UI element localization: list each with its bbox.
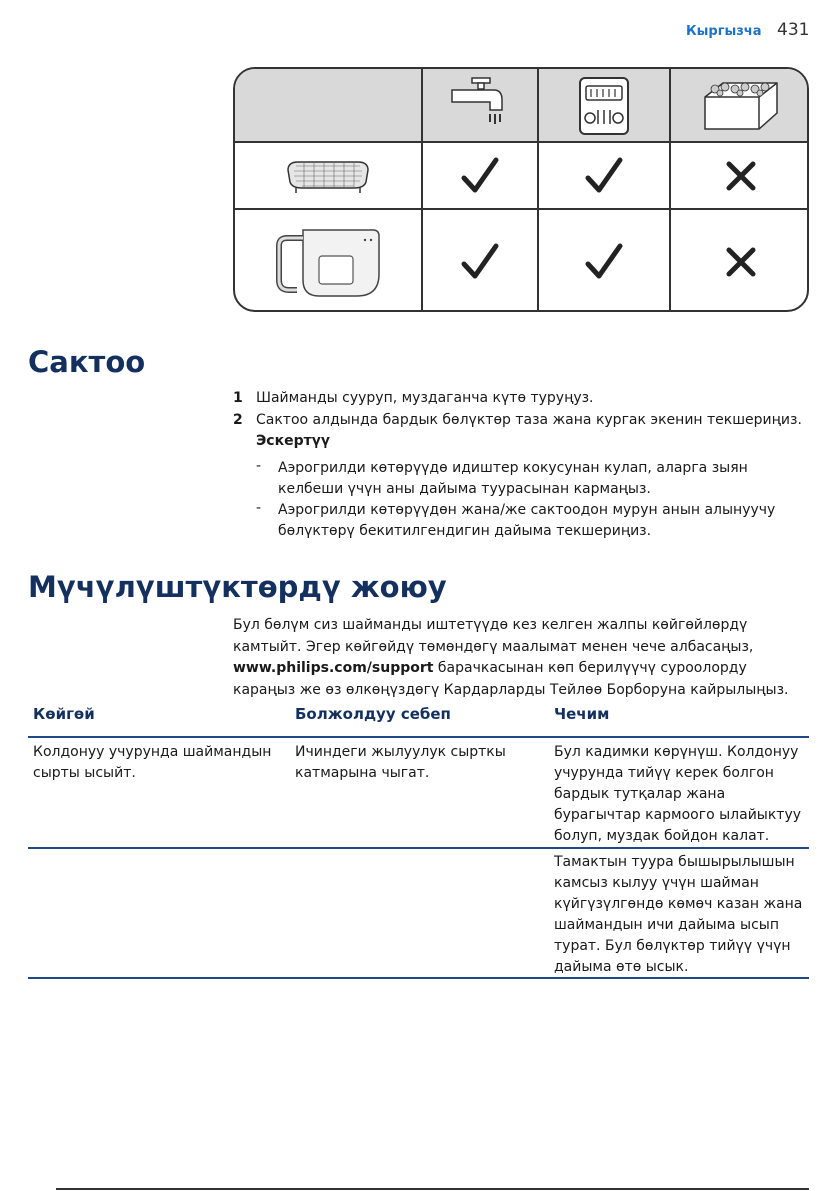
page-number: 431 [777,20,810,40]
grill-plate-icon [235,143,421,208]
bullet-dash: - [256,500,262,516]
bullet-dash: - [256,458,262,474]
step-text: Сактоо алдында бардык бөлүктөр таза жана кургак экенин текшериңиз. [256,412,802,428]
check-icon [539,210,669,312]
cleaning-method-table [233,67,809,312]
note-text: Аэрогрилди көтөрүүдөн жана/же сактоодон мурун анын алынуучу бөлүктөрү бекитилгендигин дайыма текшериңиз. [278,502,776,539]
column-header-cause: Болжолдуу себеп [295,705,451,723]
note-text: Аэрогрилди көтөрүүдө идиштер кокусунан кулап, аларга зыян келбеши үчүн аны дайыма туурасынан кармаңыз. [278,460,748,497]
faucet-icon [423,69,537,141]
support-link[interactable]: www.philips.com/support [233,660,434,676]
note-title: Эскертүү [256,433,330,449]
cross-icon [671,143,809,208]
basket-icon [235,210,421,312]
sponge-icon [671,69,809,141]
footer-rule [56,1188,809,1190]
problem-cell: Колдонуу учурунда шаймандын сырты ысыйт. [33,744,272,781]
step-number: 1 [233,390,243,406]
column-header-solution: Чечим [554,705,610,723]
table-divider [28,736,809,738]
storage-heading: Сактоо [28,345,146,379]
table-divider [28,977,809,979]
language-label: Кыргызча [686,24,762,39]
cross-icon [671,210,809,312]
cause-cell: Ичиндеги жылуулук сырткы катмарына чыгат. [295,744,506,781]
table-divider [28,847,809,849]
intro-text: барачкасынан көп берилүүчү суроолорду караңыз же өз өлкөңүздөгү Кардарларды Тейлөө Борборуна кайрылыңыз. [233,660,789,698]
step-number: 2 [233,412,243,428]
troubleshooting-heading: Мүчүлүштүктөрдү жоюу [28,570,447,604]
check-icon [423,143,537,208]
step-text: Шайманды сууруп, муздаганча күтө туруңуз. [256,390,594,406]
column-header-problem: Көйгөй [33,705,95,723]
troubleshooting-intro [233,615,809,701]
solution-cell: Тамактын туура бышырылышын камсыз кылуу үчүн шайман күйгүзүлгөндө көмөч казан жана шаймандын ичи дайыма ысып турат. Бул бөлүктөр тийүү үчүн дайыма өтө ысык. [554,854,803,975]
intro-text: Бул бөлүм сиз шайманды иштетүүдө кез келген жалпы көйгөйлөрдү камтыйт. Эгер көйгөйдү төмөндөгү маалымат менен чече албасаңыз, [233,617,754,655]
check-icon [423,210,537,312]
dishwasher-icon [539,69,669,141]
check-icon [539,143,669,208]
solution-cell: Бул кадимки көрүнүш. Колдонуу учурунда тийүү керек болгон бардык тутқалар жана бурагычтар кармоого ылайыктуу болуп, муздак бойдон калат. [554,744,802,844]
